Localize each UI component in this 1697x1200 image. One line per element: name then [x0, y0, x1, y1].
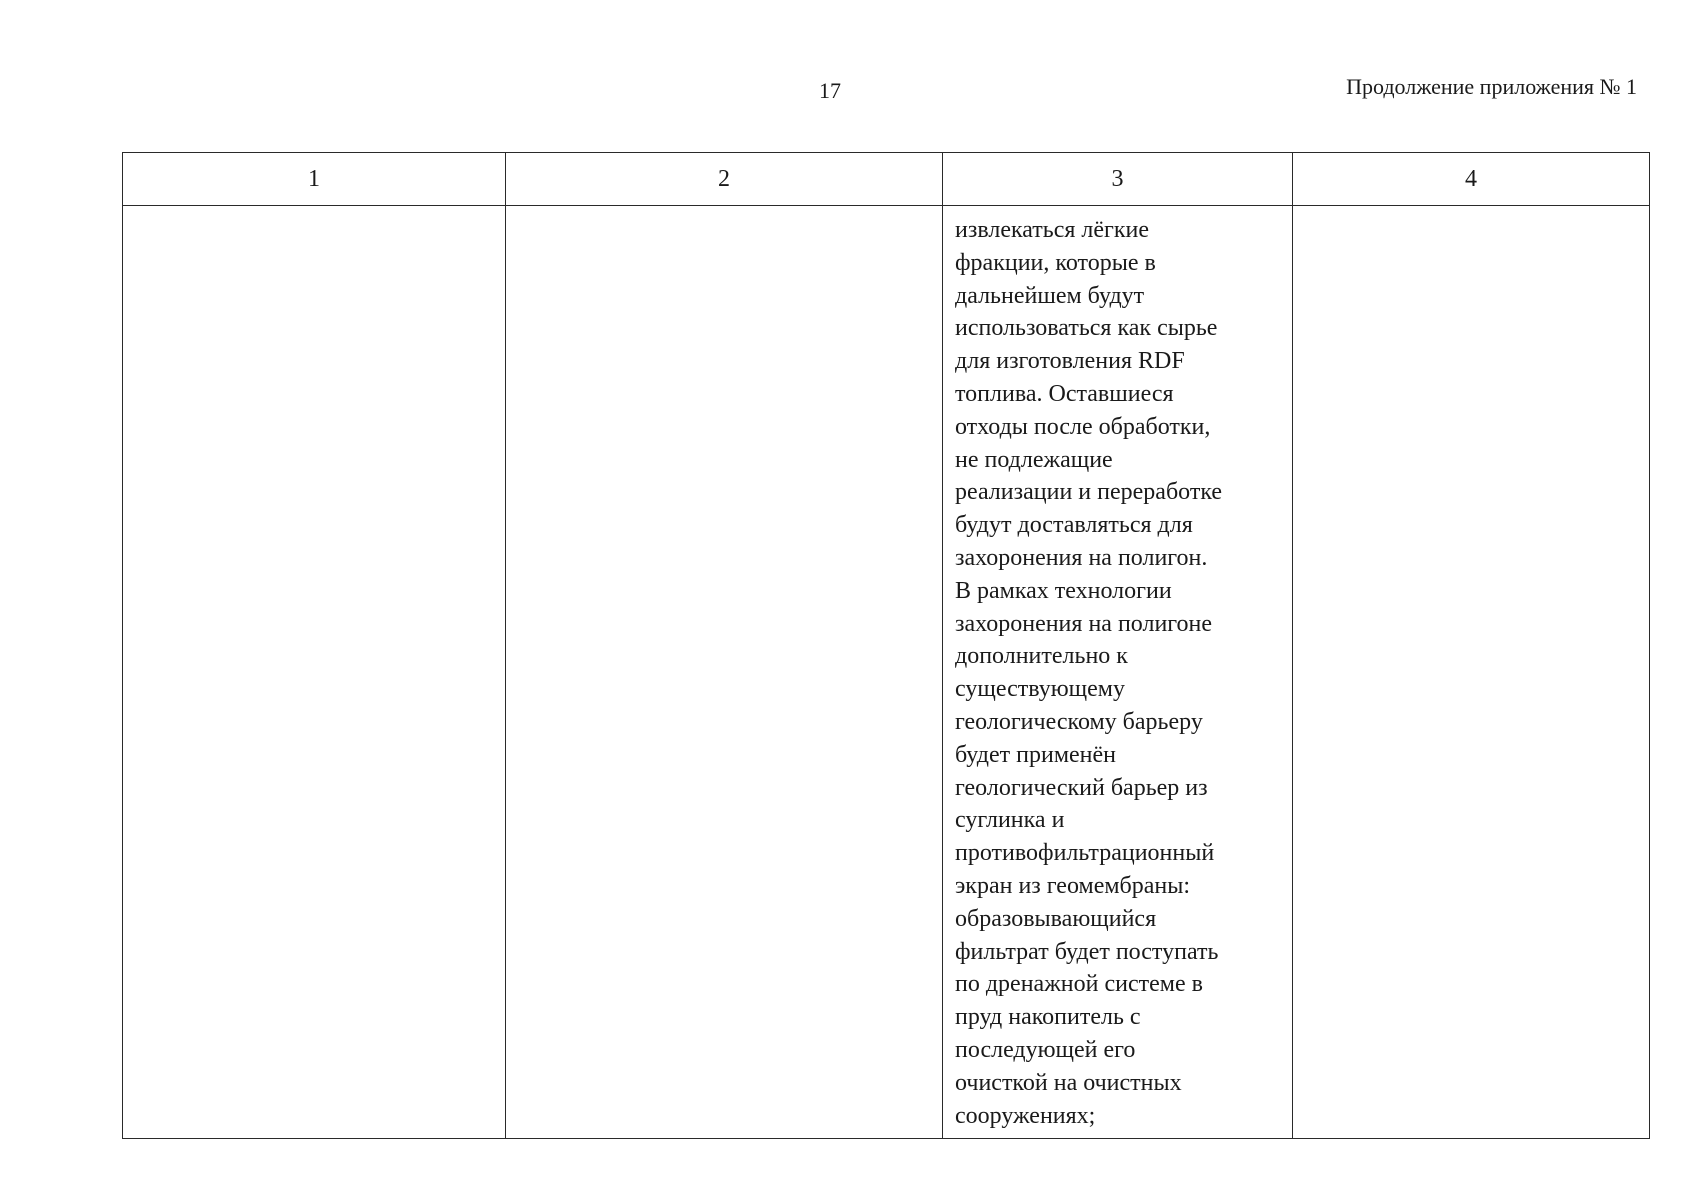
column-header-1: 1: [123, 153, 506, 206]
cell-col-4: [1293, 206, 1650, 1139]
cell-text-line: противофильтрационный: [955, 840, 1215, 867]
page-number: 17: [819, 78, 841, 103]
cell-text-line: геологическому барьеру: [955, 708, 1203, 735]
cell-text-line: будут доставляться для: [955, 512, 1193, 539]
cell-text-line: дополнительно к: [955, 643, 1128, 670]
cell-col-3-text: [943, 206, 1292, 1132]
cell-text-line: дальнейшем будут: [955, 282, 1145, 309]
cell-text-line: будет применён: [955, 741, 1117, 768]
cell-col-3: [943, 206, 1293, 1139]
cell-col-2: [506, 206, 943, 1139]
cell-text-line: существующему: [955, 676, 1125, 703]
appendix-continuation-label: Продолжение приложения № 1: [1346, 74, 1637, 99]
cell-text-line: использоваться как сырье: [955, 315, 1218, 342]
cell-text-line: фракции, которые в: [955, 249, 1156, 276]
cell-text-line: суглинка и: [955, 807, 1065, 834]
cell-text-line: пруд накопитель с: [955, 1004, 1141, 1031]
cell-text-line: В рамках технологии: [955, 577, 1172, 604]
cell-text-line: последующей его: [955, 1036, 1136, 1063]
cell-text-line: для изготовления RDF: [955, 348, 1185, 375]
cell-text-line: не подлежащие: [955, 446, 1113, 473]
table-row: [123, 206, 1650, 1139]
cell-text-line: фильтрат будет поступать: [955, 938, 1219, 965]
cell-col-1: [123, 206, 506, 1139]
cell-text-line: образовывающийся: [955, 905, 1157, 932]
column-header-2: 2: [506, 153, 943, 206]
cell-text-line: извлекаться лёгкие: [955, 217, 1150, 243]
cell-text-line: захоронения на полигоне: [955, 610, 1213, 637]
cell-text-line: очисткой на очистных: [955, 1069, 1182, 1096]
cell-text-line: реализации и переработке: [955, 479, 1223, 506]
appendix-table: [122, 152, 1650, 1139]
cell-text-line: по дренажной системе в: [955, 971, 1203, 998]
cell-text-line: топлива. Оставшиеся: [955, 380, 1174, 407]
table-header-row: [123, 153, 1650, 206]
cell-text-line: захоронения на полигон.: [955, 544, 1208, 571]
cell-text-line: сооружениях;: [955, 1102, 1096, 1129]
cell-text-line: геологический барьер из: [955, 774, 1208, 801]
cell-text-line: отходы после обработки,: [955, 413, 1211, 440]
cell-text-line: экран из геомембраны:: [955, 872, 1191, 899]
column-header-4: 4: [1293, 153, 1650, 206]
column-header-3: 3: [943, 153, 1293, 206]
